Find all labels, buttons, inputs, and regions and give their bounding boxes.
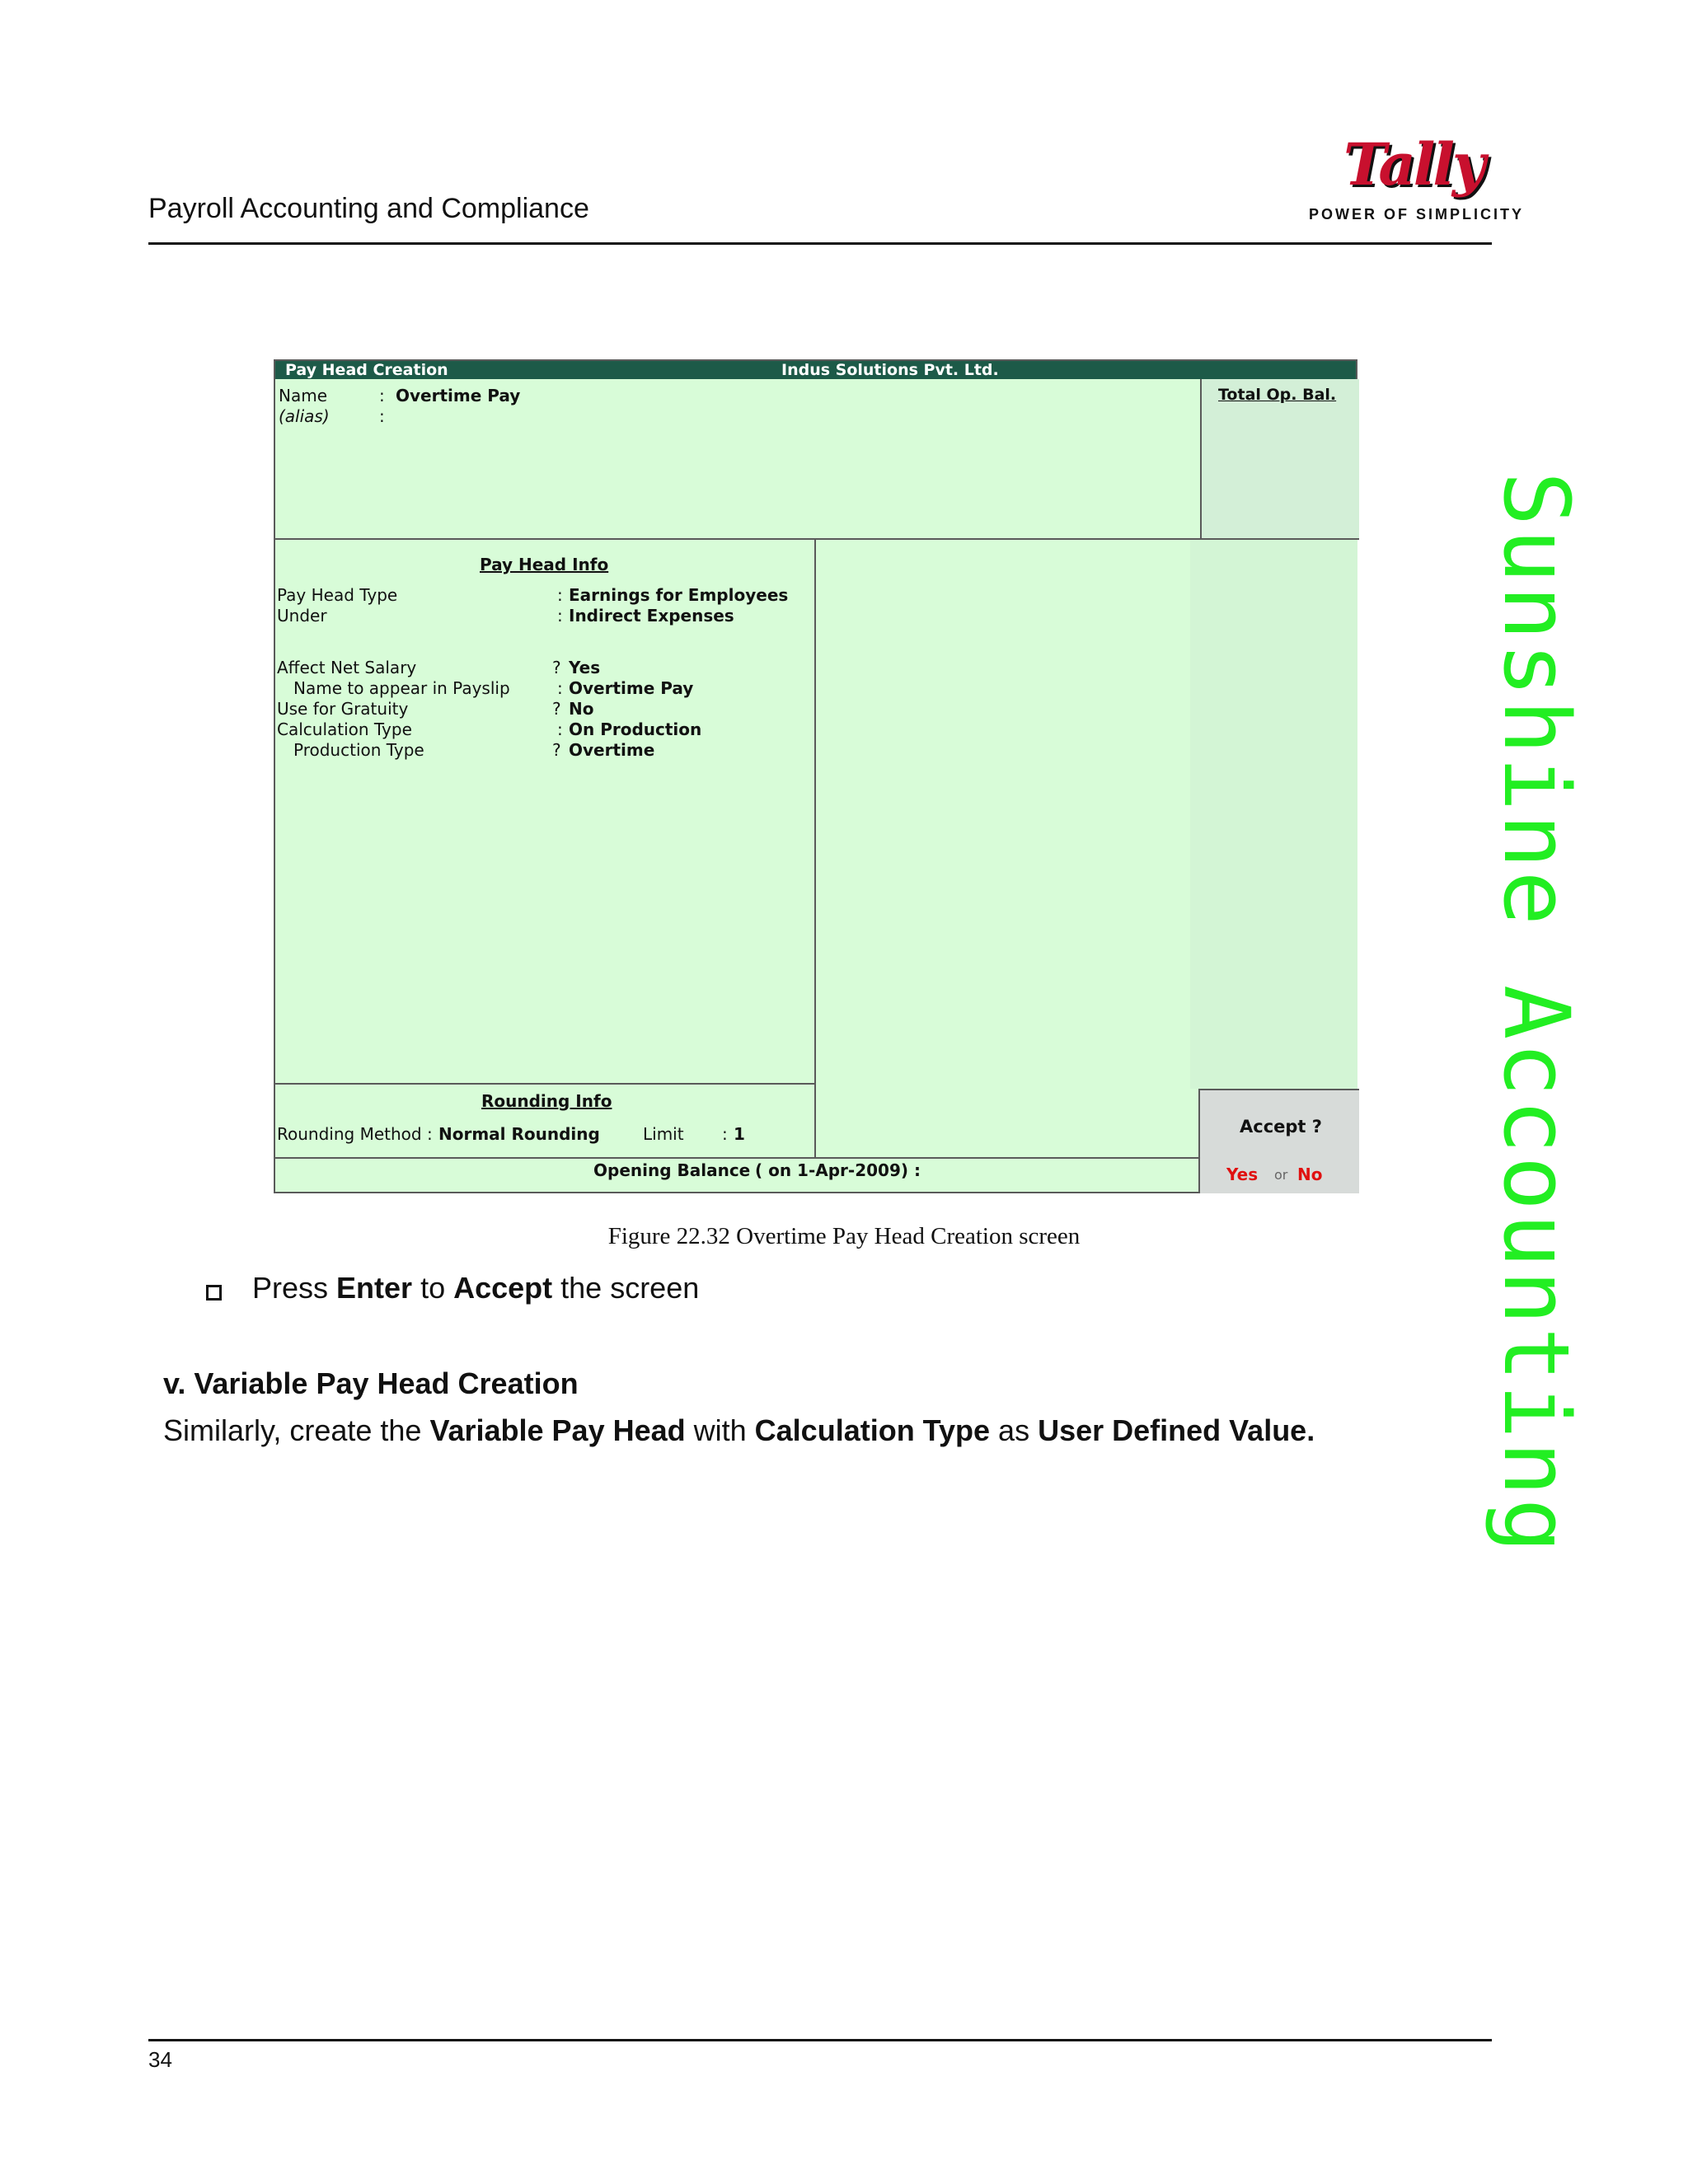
- pay-head-creation-screen: [274, 359, 1357, 1193]
- name-colon: :: [379, 386, 385, 405]
- alias-field[interactable]: [396, 406, 643, 424]
- screen-title: Pay Head Creation: [285, 361, 448, 379]
- affect-net-salary-field[interactable]: Yes: [569, 658, 601, 677]
- section-bold: Variable Pay Head: [429, 1413, 686, 1447]
- bullet-bold: Accept: [453, 1271, 553, 1305]
- figure-caption: Figure 22.32 Overtime Pay Head Creation screen: [607, 1223, 1081, 1249]
- accept-no-button[interactable]: No: [1297, 1165, 1323, 1184]
- bullet-text: the screen: [552, 1271, 700, 1305]
- field-label: Use for Gratuity: [277, 699, 409, 719]
- section-paragraph: [163, 1413, 1315, 1448]
- header-divider: [148, 242, 1492, 245]
- field-sep: ?: [552, 740, 561, 760]
- bullet-text: Press: [252, 1271, 337, 1305]
- section-text: Similarly, create the: [163, 1413, 430, 1447]
- alias-label: (alias): [279, 406, 330, 426]
- payslip-name-field[interactable]: Overtime Pay: [569, 678, 694, 698]
- use-for-gratuity-field[interactable]: No: [569, 699, 594, 719]
- name-label: Name: [279, 386, 328, 405]
- divider: [275, 1157, 1200, 1159]
- field-sep: :: [557, 585, 563, 605]
- field-label: Under: [277, 606, 327, 626]
- field-sep: :: [557, 606, 563, 626]
- accept-dialog: [1198, 1089, 1359, 1193]
- divider: [275, 538, 1200, 540]
- accept-prompt: Accept ?: [1240, 1117, 1322, 1137]
- section-heading: v. Variable Pay Head Creation: [163, 1366, 579, 1400]
- divider: [814, 538, 816, 1158]
- field-label: Pay Head Type: [277, 585, 398, 605]
- bullet-bold: Enter: [336, 1271, 413, 1305]
- rounding-method-colon: :: [427, 1124, 433, 1144]
- bullet-instruction: [252, 1271, 699, 1305]
- field-sep: :: [557, 719, 563, 739]
- footer-divider: [148, 2039, 1492, 2041]
- calculation-type-field[interactable]: On Production: [569, 719, 702, 739]
- section-bold: Calculation Type: [754, 1413, 991, 1447]
- field-label: Production Type: [293, 740, 424, 760]
- divider: [275, 1083, 816, 1085]
- field-sep: :: [557, 678, 563, 698]
- page-header-title: Payroll Accounting and Compliance: [148, 193, 589, 224]
- section-text: with: [685, 1413, 755, 1447]
- opening-balance-label: Opening Balance: [593, 1160, 751, 1180]
- accept-or-text: or: [1274, 1167, 1288, 1183]
- total-op-bal-label: Total Op. Bal.: [1218, 386, 1337, 404]
- rounding-info-title: Rounding Info: [481, 1091, 612, 1111]
- page-number: 34: [148, 2047, 172, 2072]
- right-strip: [1190, 540, 1357, 1089]
- field-label: Affect Net Salary: [277, 658, 417, 677]
- limit-label: Limit: [643, 1124, 684, 1144]
- screen-title-bar: [275, 361, 1356, 379]
- opening-balance-date: ( on 1-Apr-2009) :: [755, 1160, 921, 1180]
- tally-logo: Tally: [1343, 130, 1484, 199]
- limit-colon: :: [722, 1124, 728, 1144]
- production-type-field[interactable]: Overtime: [569, 740, 655, 760]
- company-name: Indus Solutions Pvt. Ltd.: [781, 361, 999, 379]
- rounding-method-label: Rounding Method: [277, 1124, 422, 1144]
- name-field[interactable]: Overtime Pay: [396, 386, 521, 405]
- limit-field[interactable]: 1: [734, 1124, 745, 1144]
- tally-logo-tagline: POWER OF SIMPLICITY: [1309, 206, 1525, 223]
- field-sep: ?: [552, 699, 561, 719]
- bullet-text: to: [412, 1271, 454, 1305]
- watermark: Sunshine Accounting: [1484, 471, 1589, 1556]
- field-label: Name to appear in Payslip: [293, 678, 510, 698]
- pay-head-type-field[interactable]: Earnings for Employees: [569, 585, 789, 605]
- pay-head-info-title: Pay Head Info: [480, 555, 609, 574]
- bullet-square-icon: [206, 1285, 222, 1301]
- section-bold: User Defined Value.: [1038, 1413, 1315, 1447]
- field-label: Calculation Type: [277, 719, 412, 739]
- accept-yes-button[interactable]: Yes: [1226, 1165, 1259, 1184]
- rounding-method-field[interactable]: Normal Rounding: [438, 1124, 600, 1144]
- alias-colon: :: [379, 406, 385, 426]
- section-text: as: [990, 1413, 1039, 1447]
- field-sep: ?: [552, 658, 561, 677]
- total-op-bal-panel: [1200, 379, 1359, 540]
- under-field[interactable]: Indirect Expenses: [569, 606, 734, 626]
